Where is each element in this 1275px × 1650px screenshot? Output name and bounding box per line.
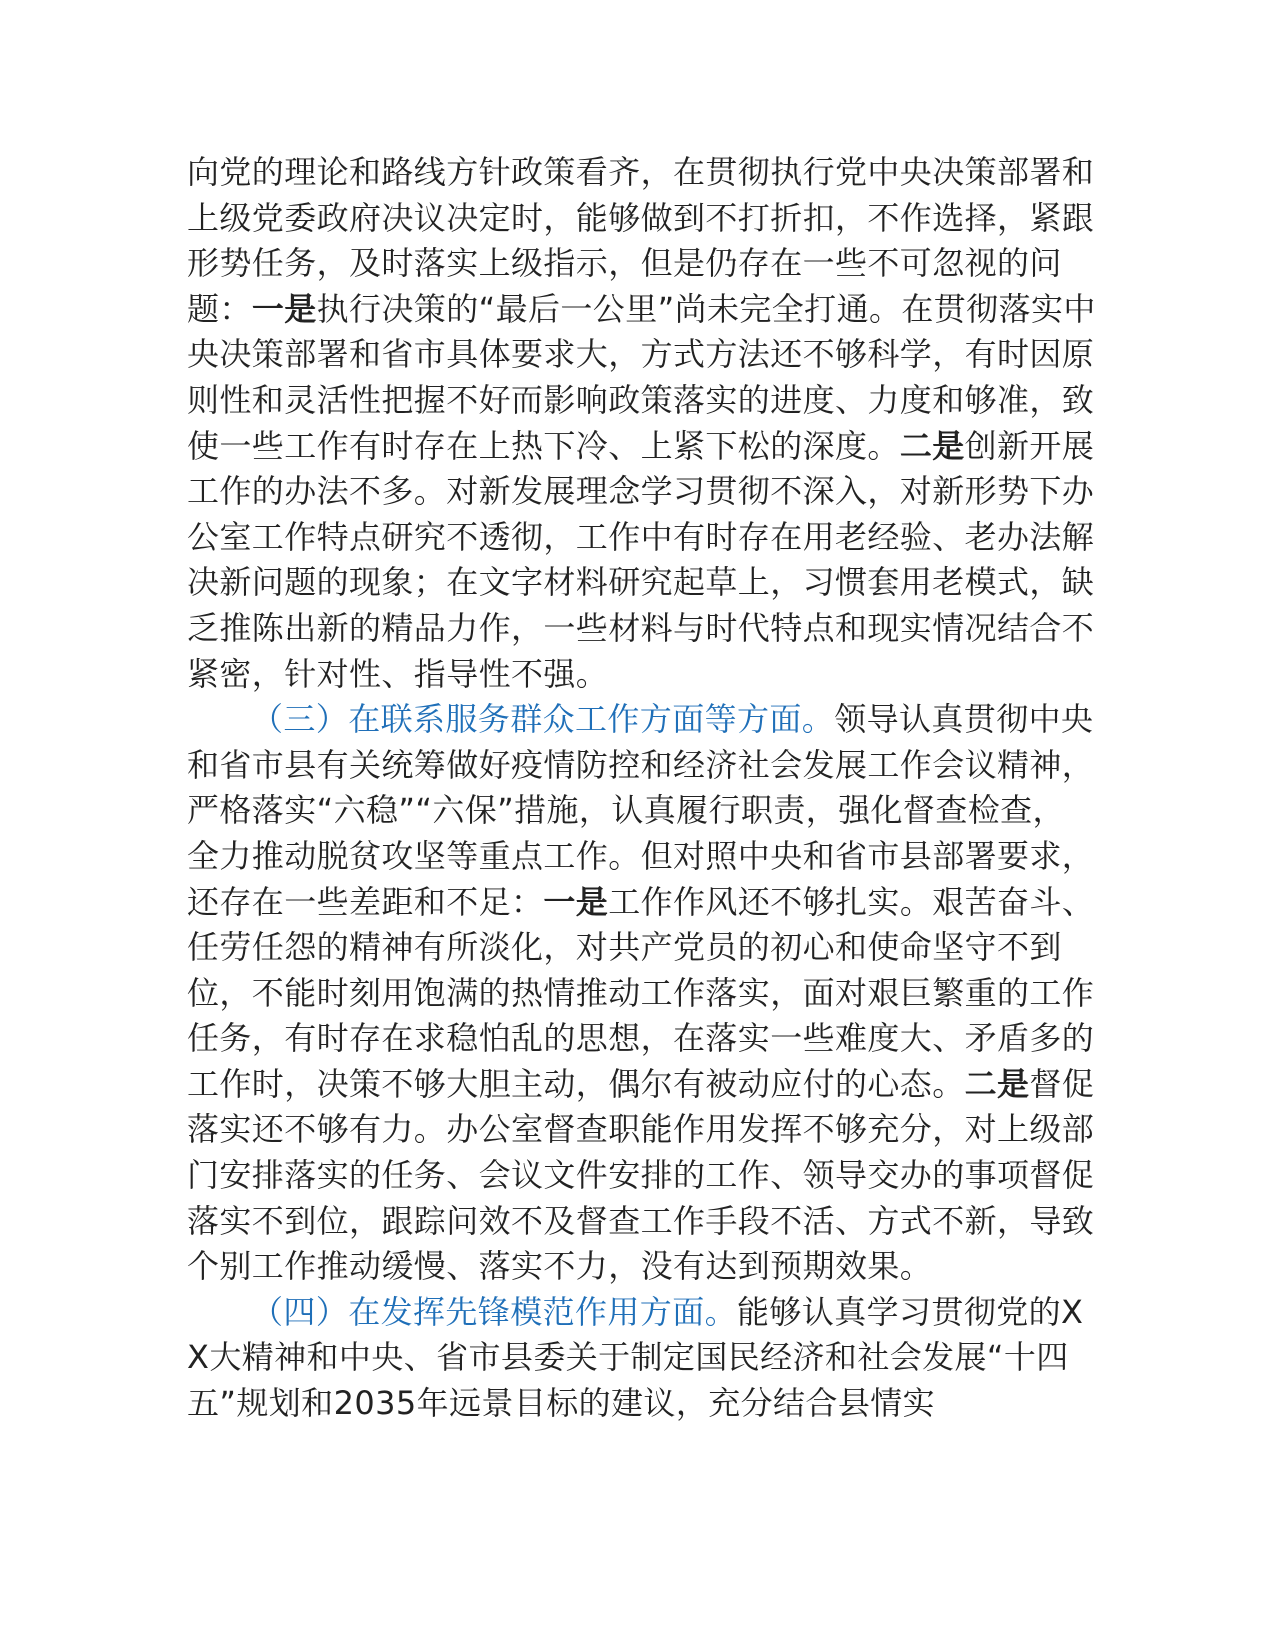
item-marker-one: 一是 — [251, 289, 317, 328]
paragraph-1 — [187, 150, 1097, 697]
paragraph-2-text: 工作作风还不够扎实。艰苦奋斗、任劳任怨的精神有所淡化，对共产党员的初心和使命坚守不到位，不能时刻用饱满的热情推动工作落实，面对艰巨繁重的工作任务，有时存在求稳怕乱的思想，在落实一些难度大、矛盾多的工作时，决策不够大胆主动，偶尔有被动应付的心态。 — [187, 882, 1095, 1103]
item-marker-one: 一是 — [543, 882, 609, 921]
paragraph-2-text: 领导认真贯彻中央和省市县有关统筹做好疫情防控和经济社会发展工作会议精神，严格落实“六稳”“六保”措施，认真履行职责，强化督查检查，全力推动脱贫攻坚等重点工作。但对照中央和省市县部署要求，还存在一些差距和不足： — [187, 700, 1095, 921]
paragraph-1-text: 执行决策的“最后一公里”尚未完全打通。在贯彻落实中央决策部署和省市具体要求大，方式方法还不够科学，有时因原则性和灵活性把握不好而影响政策落实的进度、力度和够准，致使一些工作有时存在上热下冷、上紧下松的深度。 — [187, 289, 1096, 465]
item-marker-two: 二是 — [899, 426, 965, 465]
paragraph-2 — [187, 697, 1097, 1290]
paragraph-1-text: 向党的理论和路线方针政策看齐，在贯彻执行党中央决策部署和上级党委政府决议决定时，能够做到不打折扣，不作选择，紧跟形势任务，及时落实上级指示，但是仍存在一些不可忽视的问题： — [187, 153, 1095, 328]
section-heading-three: （三）在联系服务群众工作方面等方面。 — [251, 700, 835, 739]
item-marker-two: 二是 — [964, 1064, 1030, 1103]
document-body — [187, 150, 1097, 1427]
paragraph-3-text: 能够认真学习贯彻党的XX大精神和中央、省市县委关于制定国民经济和社会发展“十四五”规划和2035年远景目标的建议，充分结合县情实 — [187, 1292, 1084, 1423]
paragraph-3 — [187, 1290, 1097, 1427]
paragraph-1-text: 创新开展工作的办法不多。对新发展理念学习贯彻不深入，对新形势下办公室工作特点研究不透彻，工作中有时存在用老经验、老办法解决新问题的现象；在文字材料研究起草上，习惯套用老模式，缺乏推陈出新的精品力作，一些材料与时代特点和现实情况结合不紧密，针对性、指导性不强。 — [187, 426, 1095, 693]
paragraph-2-text: 督促落实还不够有力。办公室督查职能作用发挥不够充分，对上级部门安排落实的任务、会议文件安排的工作、领导交办的事项督促落实不到位，跟踪问效不及督查工作手段不活、方式不新，导致个别工作推动缓慢、落实不力，没有达到预期效果。 — [187, 1064, 1095, 1286]
section-heading-four: （四）在发挥先锋模范作用方面。 — [251, 1292, 738, 1331]
